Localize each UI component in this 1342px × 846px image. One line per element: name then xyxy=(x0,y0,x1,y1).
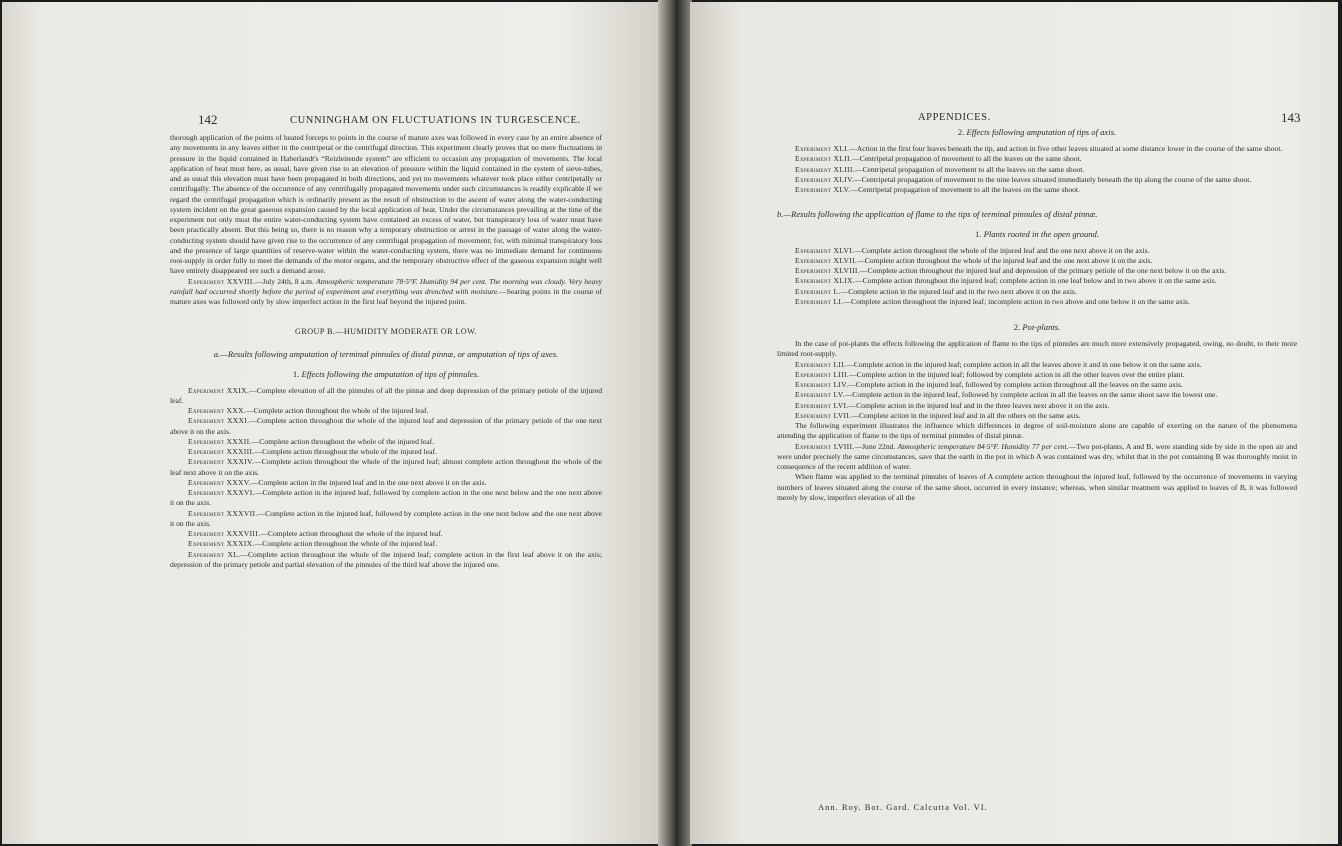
experiment-text: —Complete action throughout the whole of the injured leaf. xyxy=(254,539,438,549)
experiment-label: Experiment LVII. xyxy=(795,410,852,420)
experiment-list-b xyxy=(777,246,1297,308)
experiment-conditions: Atmospheric temperature 84·5°F. Humidity 77 per cent. xyxy=(897,441,1069,451)
experiment-entry xyxy=(170,416,602,437)
experiment-label: Experiment XXXIV. xyxy=(188,457,255,467)
experiment-label: Experiment XXVIII. xyxy=(188,276,255,286)
experiment-text: —Complete action throughout the whole of the injured leaf. xyxy=(251,436,435,446)
experiment-label: Experiment XXXVIII. xyxy=(188,529,261,538)
page-number: 142 xyxy=(198,112,218,127)
experiment-entry xyxy=(777,266,1297,276)
experiment-text: —Complete action throughout the whole of the injured leaf. xyxy=(260,529,443,538)
experiment-entry xyxy=(777,401,1297,411)
experiment-entry xyxy=(777,165,1297,175)
group-heading: GROUP B.—HUMIDITY MODERATE OR LOW. xyxy=(295,327,477,337)
experiment-label: Experiment XLVIII. xyxy=(795,266,860,275)
experiment-entry xyxy=(777,154,1297,164)
experiment-label: Experiment L. xyxy=(795,286,841,296)
experiment-entry xyxy=(777,256,1297,266)
experiment-label: Experiment LII. xyxy=(795,359,847,369)
left-page xyxy=(2,2,660,844)
experiment-entry xyxy=(777,390,1297,400)
page-footer: Ann. Roy. Bot. Gard. Calcutta Vol. VI. xyxy=(818,802,988,812)
experiment-label: Experiment LIV. xyxy=(795,380,849,389)
experiment-label: Experiment XLI. xyxy=(795,144,850,153)
experiment-text: —Complete action in the injured leaf, followed by complete action throughout all the leaves on the same axis. xyxy=(848,380,1183,389)
experiment-date: —July 24th, 8 a.m. xyxy=(254,276,314,286)
experiment-label: Experiment XL. xyxy=(188,549,241,559)
experiment-entry xyxy=(170,478,602,488)
running-head: APPENDICES. xyxy=(918,112,991,123)
experiment-label: Experiment XXXIII. xyxy=(188,447,255,456)
paragraph: When flame was applied to the terminal pinnules of leaves of A complete action throughout the injured leaf, followed by the occurrence of movements in varying numbers of leaves situated along the course of the same shoot, occurred in every instance; whereas, when similar treatment was applied to leaves of B, it was followed merely by slow, imperfect elevation of all the xyxy=(777,472,1297,502)
running-head: CUNNINGHAM ON FLUCTUATIONS IN TURGESCENCE. xyxy=(290,115,581,126)
section-b-heading: b.—Results following the application of flame to the tips of terminal pinnules of distal pinnæ. xyxy=(777,209,1098,220)
experiment-label: Experiment LVI. xyxy=(795,400,849,410)
experiment-text: —Complete action throughout the whole of the injured leaf; almost complete action throughout the whole of the leaf next above it on the axis. xyxy=(170,457,602,477)
experiment-label: Experiment XLIII. xyxy=(795,164,855,174)
subsection-1-heading: 1. Effects following the amputation of tips of pinnules. xyxy=(292,368,480,379)
experiment-label: Experiment LI. xyxy=(795,296,844,306)
experiment-entry xyxy=(170,529,602,539)
experiment-label: Experiment LIII. xyxy=(795,369,850,379)
experiment-text: —Complete action in the injured leaf, followed by complete action in all the leaves on the same shoot save the lowest one. xyxy=(844,390,1218,400)
page-number: 143 xyxy=(1281,110,1301,125)
experiment-entry xyxy=(777,297,1297,307)
experiment-text: —Complete action throughout the whole of the injured leaf and the one next above it on the axis. xyxy=(854,245,1150,255)
experiment-entry xyxy=(777,411,1297,421)
experiment-text: —Complete action throughout the whole of the injured leaf and the one next above it on the axis. xyxy=(857,255,1153,265)
experiment-text: —Complete action throughout the injured leaf; incomplete action in two above and one below it on the same axis. xyxy=(843,296,1190,306)
experiment-entry xyxy=(777,185,1297,195)
experiment-date: —June 22nd. xyxy=(854,441,896,451)
experiment-label: Experiment LVIII. xyxy=(795,441,855,451)
experiment-entry xyxy=(170,447,602,457)
experiment-list-a xyxy=(777,144,1297,195)
experiment-conditions: Atmospheric temperature 78·5°F. Humidity 94 per cent. The morning was cloudy. Very heavy rainfall had occurred shortly before the period of experiment and everything was drenched with moisture. xyxy=(170,276,602,296)
experiment-text: —Complete elevation of all the pinnules of all the pinnæ and deep depression of the primary petiole of the injured leaf. xyxy=(170,385,602,405)
experiment-entry xyxy=(777,276,1297,286)
experiment-text: —Complete action in the injured leaf and in all the others on the same axis. xyxy=(851,410,1081,420)
experiment-entry xyxy=(777,175,1297,185)
experiment-text: —Complete action in the injured leaf and in the two next above it on the axis. xyxy=(840,286,1077,296)
experiment-text: —Complete action in the injured leaf; followed by complete action in all the other leaves over the entire plant. xyxy=(849,369,1185,379)
experiment-text: —Centripetal propagation of movement to all the leaves on the same shoot. xyxy=(850,185,1080,194)
experiment-text: —Two pot-plants, A and B, were standing side by side in the open air and were under precisely the same circumstances, save that the earth in the pot in which A was contained was dry, whilst that in the pot containing B was thoroughly moist in consequence of the recent addition of water. xyxy=(777,441,1297,471)
section-a-heading: a.—Results following amputation of terminal pinnules of distal pinnæ, or amputation of tips of axes. xyxy=(213,348,559,359)
subsection-b2-heading: 2. Pot-plants. xyxy=(1013,322,1061,332)
experiment-label: Experiment XXXVI. xyxy=(188,488,255,497)
left-text-block xyxy=(170,133,602,570)
right-page xyxy=(690,2,1338,844)
experiment-label: Experiment XXX. xyxy=(188,406,246,415)
experiment-entry xyxy=(777,246,1297,256)
subsection-b1-heading: 1. Plants rooted in the open ground. xyxy=(975,228,1099,239)
experiment-text: —Complete action throughout the injured leaf; complete action in one leaf below and in two above it on the same axis. xyxy=(854,276,1217,286)
experiment-label: Experiment XXXI. xyxy=(188,416,250,426)
experiment-label: Experiment XXXV. xyxy=(188,477,251,487)
experiment-entry xyxy=(777,380,1297,390)
experiment-entry xyxy=(777,144,1297,154)
experiment-text: —Complete action throughout the whole of the injured leaf. xyxy=(246,406,429,415)
experiment-text: —Complete action in the injured leaf, followed by complete action in the one next below and the one next above it on the axis. xyxy=(170,508,602,528)
experiment-text: —Complete action in the injured leaf and in the one next above it on the axis. xyxy=(250,477,487,487)
experiment-label: Experiment XLII. xyxy=(795,154,853,164)
experiment-label: Experiment XXIX. xyxy=(188,385,250,395)
experiment-entry xyxy=(170,386,602,407)
experiment-entry xyxy=(777,370,1297,380)
experiment-entry xyxy=(777,287,1297,297)
book-gutter xyxy=(658,0,692,846)
experiment-entry xyxy=(777,360,1297,370)
experiment-text: —Complete action throughout the injured leaf and depression of the primary petiole of the one next below it on the axis. xyxy=(859,266,1227,275)
experiment-text: —Complete action throughout the whole of the injured leaf. xyxy=(254,447,437,456)
experiment-label: Experiment LV. xyxy=(795,390,845,400)
experiment-text: —Action in the first four leaves beneath the tip, and action in five other leaves situated at some distance lower in the course of the same shoot. xyxy=(849,144,1283,153)
experiment-list-c xyxy=(777,360,1297,422)
experiment-entry xyxy=(170,457,602,478)
experiment-entry xyxy=(170,437,602,447)
experiment-label: Experiment XXXVII. xyxy=(188,508,258,518)
experiment-entry xyxy=(170,539,602,549)
experiment-label: Experiment XLV. xyxy=(795,185,851,194)
experiment-entry xyxy=(170,406,602,416)
experiment-text: —Complete action in the injured leaf, followed by complete action in the one next below and the one next above it on the axis. xyxy=(170,488,602,508)
experiment-58 xyxy=(777,442,1297,473)
experiment-text: —Complete action throughout the whole of the injured leaf and depression of the primary petiole of the one next above it on the axis. xyxy=(170,416,603,436)
experiment-text: —Searing points in the course of mature axes was followed only by slow imperfect action in the first leaf beyond the injured point. xyxy=(170,286,602,306)
experiment-text: —Complete action in the injured leaf and in the three leaves next above it on the axis. xyxy=(848,400,1110,410)
subsection-2-heading: 2. Effects following amputation of tips of axis. xyxy=(957,127,1117,137)
experiment-text: —Complete action throughout the whole of the injured leaf; complete action in the first leaf above it on the axis; depression of the primary petiole and partial elevation of the pinnules of the third leaf above the injured one. xyxy=(170,549,602,569)
experiment-28 xyxy=(170,277,602,308)
experiment-text: —Centripetal propagation of movement to all the leaves on the same shoot. xyxy=(852,154,1082,164)
experiment-label: Experiment XXXIX. xyxy=(188,539,255,549)
paragraph: In the case of pot-plants the effects following the application of flame to the tips of pinnules are much more extensively propagated, owing, no doubt, to their more limited root-supply. xyxy=(777,339,1297,359)
paragraph: The following experiment illustrates the influence which differences in degree of soil-moisture alone are capable of exerting on the nature of the phenomena attending the application of flame to the tips of terminal pinnules of distal pinnæ. xyxy=(777,421,1297,441)
experiment-entry xyxy=(170,550,602,571)
experiment-label: Experiment XLVI. xyxy=(795,245,855,255)
experiment-label: Experiment XXXII. xyxy=(188,436,252,446)
experiment-label: Experiment XLIX. xyxy=(795,276,855,286)
experiment-entry xyxy=(170,488,602,509)
experiment-text: —Complete action in the injured leaf; complete action in all the leaves above it and in one below it on the same axis. xyxy=(846,359,1202,369)
experiment-entry xyxy=(170,509,602,530)
left-experiment-list xyxy=(170,386,602,571)
experiment-text: —Centripetal propagation of movement to the nine leaves situated immediately beneath the tip along the course of the same shoot. xyxy=(854,174,1252,184)
experiment-text: —Centripetal propagation of movement to all the leaves on the same shoot. xyxy=(854,164,1085,174)
right-text-block xyxy=(777,126,1297,503)
paragraph: thorough application of the points of heated forceps to points in the course of mature axes was followed in every case by an entire absence of any movements in any leaves either in the centripetal or the centrifugal direction. This experiment clearly proves that no mere fluctuations in pressure in the liquid contained in Haberlandt's “Reizleitende system” are efficient to occasion any propagation of movements. The local application of heat must here, as usual, have given rise to an elevation of pressure within the liquid contained in the system of sieve-tubes, and as usual this elevation must have been propagated in both directions, and yet no movements whatever took place either centripetally or centrifugally. The absence of the occurrence of any centrifugally propagated movements under such circumstances is readily explicable if we regard the centrifugal propagation which is ordinarily present as the result of obstruction to the ascent of water along the water-conducting system incident on the great gaseous expansion caused by the local application of heat. Under the circumstances prevailing at the time of the experiment not only must the entire water-conducting system have contained an excess of water, but transpiratory loss of water must have been practically absent. But this being so, there is no reason why a temporary obstruction or arrest in the passage of water along the water-conducting system should have given rise to the occurrence of any centrifugal propagation of movement; for, with minimal transpiratory loss and the presence of large quantities of reserve-water within the water-conducting system, there was no immediate demand for continuous root-supply in order fully to meet the demands of the motor organs, and the temporary obstructive effect of the gaseous expansion might well have entirely disappeared ere such a demand arose. xyxy=(170,133,602,276)
experiment-label: Experiment XLIV. xyxy=(795,174,855,184)
experiment-label: Experiment XLVII. xyxy=(795,255,858,265)
